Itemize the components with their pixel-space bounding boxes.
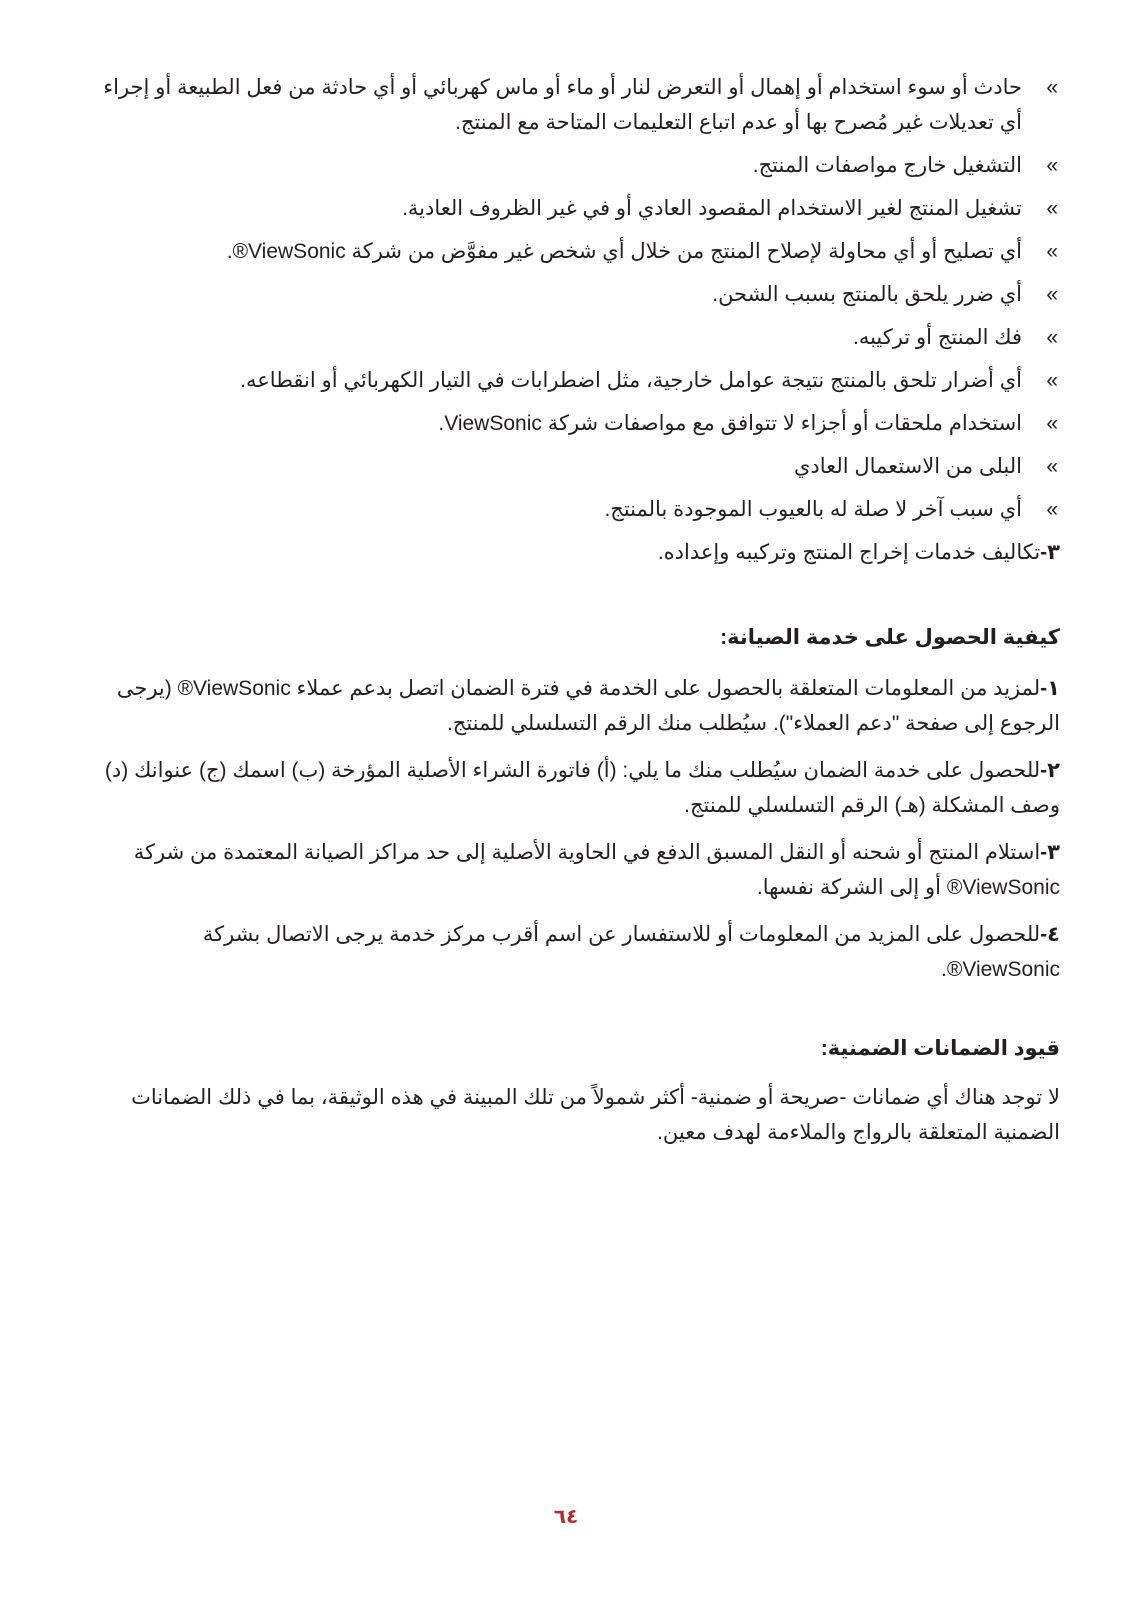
limitations-paragraph: لا توجد هناك أي ضمانات -صريحة أو ضمنية- أكثر شمولاً من تلك المبينة في هذه الوثيقة، بما في ذلك الضمانات الضمنية المتعلقة بالرواج والملاءمة لهدف معين. — [131, 1086, 1060, 1144]
list-item — [80, 406, 1060, 441]
list-item-text: لمزيد من المعلومات المتعلقة بالحصول على الخدمة في فترة الضمان اتصل بدعم عملاء ViewSonic® (يرجى الرجوع إلى صفحة "دعم العملاء"). سيُطلب منك الرقم التسلسلي للمنتج. — [116, 677, 1060, 735]
service-steps-list — [80, 671, 1060, 987]
list-item — [80, 320, 1060, 355]
item-number: ٣- — [1040, 541, 1060, 564]
bullet-marker: » — [1046, 412, 1058, 435]
limitations-heading: قيود الضمانات الضمنية: — [820, 1037, 1060, 1060]
bullet-marker: » — [1046, 369, 1058, 392]
bullet-marker: » — [1046, 197, 1058, 220]
exclusions-list — [80, 70, 1060, 527]
bullet-marker: » — [1046, 498, 1058, 521]
list-item-text: حادث أو سوء استخدام أو إهمال أو التعرض لنار أو ماء أو ماس كهربائي أو أي حادثة من فعل الطبيعة أو إجراء أي تعديلات غير مُصرح بها أو عدم اتباع التعليمات المتاحة مع المنتج. — [103, 76, 1022, 134]
list-item — [80, 363, 1060, 398]
list-item — [80, 917, 1060, 987]
list-item — [80, 191, 1060, 226]
item-number: ٣- — [1040, 841, 1060, 864]
item-number: ٤- — [1040, 923, 1060, 946]
list-item-text: التشغيل خارج مواصفات المنتج. — [752, 154, 1022, 177]
list-item-text: فك المنتج أو تركيبه. — [852, 326, 1022, 349]
list-item — [80, 835, 1060, 905]
list-item — [80, 234, 1060, 269]
bullet-marker: » — [1046, 240, 1058, 263]
bullet-marker: » — [1046, 76, 1058, 99]
list-item-text: البلى من الاستعمال العادي — [794, 455, 1022, 478]
list-item — [80, 70, 1060, 140]
bullet-marker: » — [1046, 154, 1058, 177]
bullet-marker: » — [1046, 326, 1058, 349]
list-item-text: أي سبب آخر لا صلة له بالعيوب الموجودة بالمنتج. — [604, 498, 1022, 521]
page-content — [80, 70, 1060, 1150]
list-item-text: تشغيل المنتج لغير الاستخدام المقصود العادي أو في غير الظروف العادية. — [402, 197, 1022, 220]
list-item — [80, 449, 1060, 484]
costs-item — [80, 535, 1060, 570]
item-number: ١- — [1040, 677, 1060, 700]
service-heading: كيفية الحصول على خدمة الصيانة: — [720, 626, 1060, 649]
list-item-text: استخدام ملحقات أو أجزاء لا تتوافق مع مواصفات شركة ViewSonic. — [438, 412, 1022, 435]
list-item-text: أي ضرر يلحق بالمنتج بسبب الشحن. — [712, 283, 1022, 306]
list-item — [80, 671, 1060, 741]
page-number: ٦٤ — [553, 1506, 579, 1528]
bullet-marker: » — [1046, 455, 1058, 478]
list-item — [80, 492, 1060, 527]
list-item-text: للحصول على المزيد من المعلومات أو للاستفسار عن اسم أقرب مركز خدمة يرجى الاتصال بشركة ViewSonic®. — [202, 923, 1060, 981]
item-number: ٢- — [1040, 759, 1060, 782]
bullet-marker: » — [1046, 283, 1058, 306]
list-item — [80, 277, 1060, 312]
list-item — [80, 148, 1060, 183]
costs-item-text: تكاليف خدمات إخراج المنتج وتركيبه وإعداده. — [657, 541, 1041, 564]
list-item — [80, 753, 1060, 823]
list-item-text: أي تصليح أو أي محاولة لإصلاح المنتج من خلال أي شخص غير مفوَّض من شركة ViewSonic®. — [226, 240, 1022, 263]
list-item-text: أي أضرار تلحق بالمنتج نتيجة عوامل خارجية، مثل اضطرابات في التيار الكهربائي أو انقطاعه. — [240, 369, 1022, 392]
list-item-text: للحصول على خدمة الضمان سيُطلب منك ما يلي: (أ) فاتورة الشراء الأصلية المؤرخة (ب) اسمك (ج) عنوانك (د) وصف المشكلة (هـ) الرقم التسلسلي للمنتج. — [104, 759, 1060, 817]
list-item-text: استلام المنتج أو شحنه أو النقل المسبق الدفع في الحاوية الأصلية إلى حد مراكز الصيانة المعتمدة من شركة ViewSonic® أو إلى الشركة نفسها. — [133, 841, 1060, 899]
